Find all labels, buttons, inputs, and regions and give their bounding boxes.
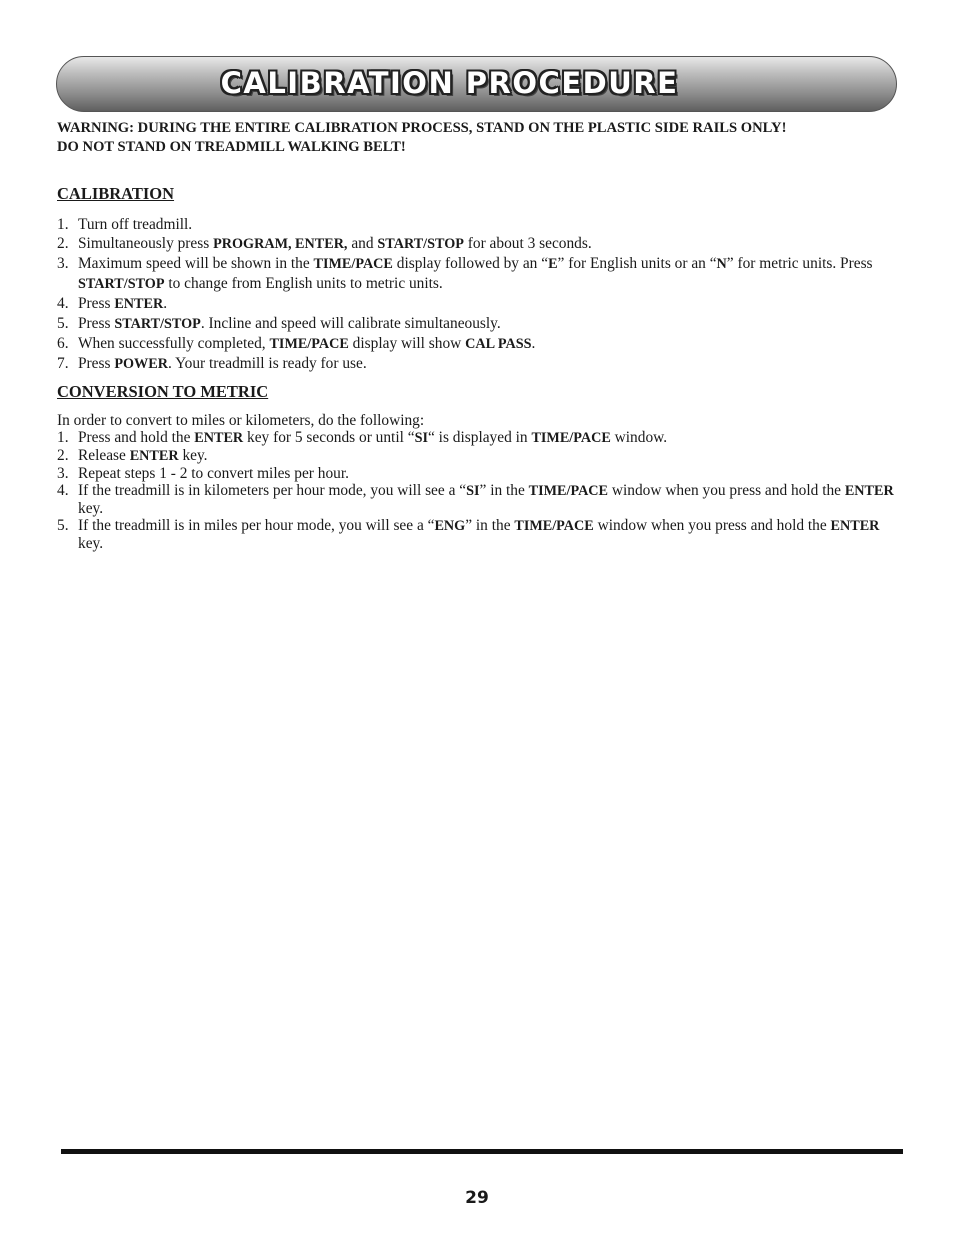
calibration-steps-list xyxy=(57,215,897,374)
title-banner xyxy=(56,56,897,112)
key-name: START/STOP xyxy=(114,316,201,332)
key-name: ENTER xyxy=(830,518,880,534)
step-text: window. xyxy=(610,429,668,446)
step-text: to change from English units to metric units. xyxy=(164,275,443,292)
calibration-step xyxy=(57,294,897,314)
step-number: 2. xyxy=(57,447,69,464)
step-text: ” for metric units. Press xyxy=(726,255,873,272)
calibration-step xyxy=(57,215,897,234)
step-text: key. xyxy=(78,500,104,517)
step-number: 5. xyxy=(57,517,69,534)
key-name: START/STOP xyxy=(78,276,165,292)
calibration-step xyxy=(57,254,897,294)
conversion-intro: In order to convert to miles or kilometers, do the following: xyxy=(57,412,425,429)
key-name: N xyxy=(716,256,727,272)
key-name: ENTER xyxy=(114,296,164,312)
calibration-step xyxy=(57,234,897,254)
calibration-heading: CALIBRATION xyxy=(57,184,175,203)
step-text: for about 3 seconds. xyxy=(463,235,592,252)
key-name: PROGRAM, ENTER, xyxy=(213,236,348,252)
step-text: If the treadmill is in kilometers per hour mode, you will see a “ xyxy=(78,482,467,499)
page-title: CALIBRATION PROCEDURE xyxy=(220,66,679,100)
step-number: 1. xyxy=(57,216,69,233)
conversion-step xyxy=(57,429,897,447)
step-text: “ is displayed in xyxy=(428,429,532,446)
key-name: ENTER xyxy=(194,430,244,446)
warning-line-1: WARNING: DURING THE ENTIRE CALIBRATION PROCESS, STAND ON THE PLASTIC SIDE RAILS ONLY! xyxy=(57,120,787,136)
step-text: When successfully completed, xyxy=(78,335,270,352)
step-text: . Your treadmill is ready for use. xyxy=(167,355,367,372)
conversion-step xyxy=(57,482,897,517)
calibration-step xyxy=(57,314,897,334)
key-name: POWER xyxy=(114,356,168,372)
step-number: 4. xyxy=(57,482,69,499)
step-number: 4. xyxy=(57,295,69,312)
step-text: ” in the xyxy=(465,517,515,534)
key-name: E xyxy=(548,256,558,272)
step-text: Press xyxy=(78,355,115,372)
step-text: Simultaneously press xyxy=(78,235,214,252)
key-name: SI xyxy=(414,430,428,446)
conversion-step xyxy=(57,465,897,482)
step-text: Maximum speed will be shown in the xyxy=(78,255,314,272)
step-number: 5. xyxy=(57,315,69,332)
key-name: TIME/PACE xyxy=(514,518,594,534)
step-text: Repeat steps 1 - 2 to convert miles per hour. xyxy=(78,465,349,482)
step-text: Press xyxy=(78,295,115,312)
key-name: SI xyxy=(466,483,480,499)
step-text: window when you press and hold the xyxy=(593,517,831,534)
step-text: display followed by an “ xyxy=(392,255,549,272)
step-number: 7. xyxy=(57,355,69,372)
key-name: START/STOP xyxy=(377,236,464,252)
step-number: 3. xyxy=(57,255,69,272)
step-text: . Incline and speed will calibrate simultaneously. xyxy=(200,315,501,332)
key-name: ENTER xyxy=(844,483,894,499)
step-text: Turn off treadmill. xyxy=(78,216,193,233)
warning-line-2: DO NOT STAND ON TREADMILL WALKING BELT! xyxy=(57,139,406,155)
step-number: 2. xyxy=(57,235,69,252)
step-text: Release xyxy=(78,447,130,464)
warning-notice xyxy=(57,119,897,157)
conversion-step xyxy=(57,517,897,552)
step-text: Press xyxy=(78,315,115,332)
step-text: key for 5 seconds or until “ xyxy=(243,429,415,446)
step-text: key. xyxy=(78,535,104,552)
step-text: Press and hold the xyxy=(78,429,195,446)
conversion-step xyxy=(57,447,897,465)
conversion-steps-list xyxy=(57,412,897,552)
step-number: 6. xyxy=(57,335,69,352)
step-text: ” for English units or an “ xyxy=(557,255,717,272)
step-number: 3. xyxy=(57,465,69,482)
key-name: ENG xyxy=(434,518,466,534)
step-text: . xyxy=(163,295,168,312)
step-text: display will show xyxy=(348,335,466,352)
footer-divider xyxy=(61,1149,903,1154)
calibration-step xyxy=(57,354,897,374)
step-text: and xyxy=(347,235,378,252)
step-text: . xyxy=(531,335,536,352)
key-name: TIME/PACE xyxy=(528,483,609,499)
key-name: ENTER xyxy=(129,448,179,464)
key-name: TIME/PACE xyxy=(269,336,349,352)
step-text: key. xyxy=(178,447,208,464)
step-text: window when you press and hold the xyxy=(608,482,845,499)
key-name: TIME/PACE xyxy=(313,256,393,272)
calibration-step xyxy=(57,334,897,354)
key-name: CAL PASS xyxy=(465,336,532,352)
page-number: 29 xyxy=(465,1188,489,1208)
step-text: ” in the xyxy=(479,482,529,499)
conversion-heading: CONVERSION TO METRIC xyxy=(57,382,269,401)
key-name: TIME/PACE xyxy=(531,430,611,446)
step-number: 1. xyxy=(57,429,69,446)
step-text: If the treadmill is in miles per hour mode, you will see a “ xyxy=(78,517,435,534)
